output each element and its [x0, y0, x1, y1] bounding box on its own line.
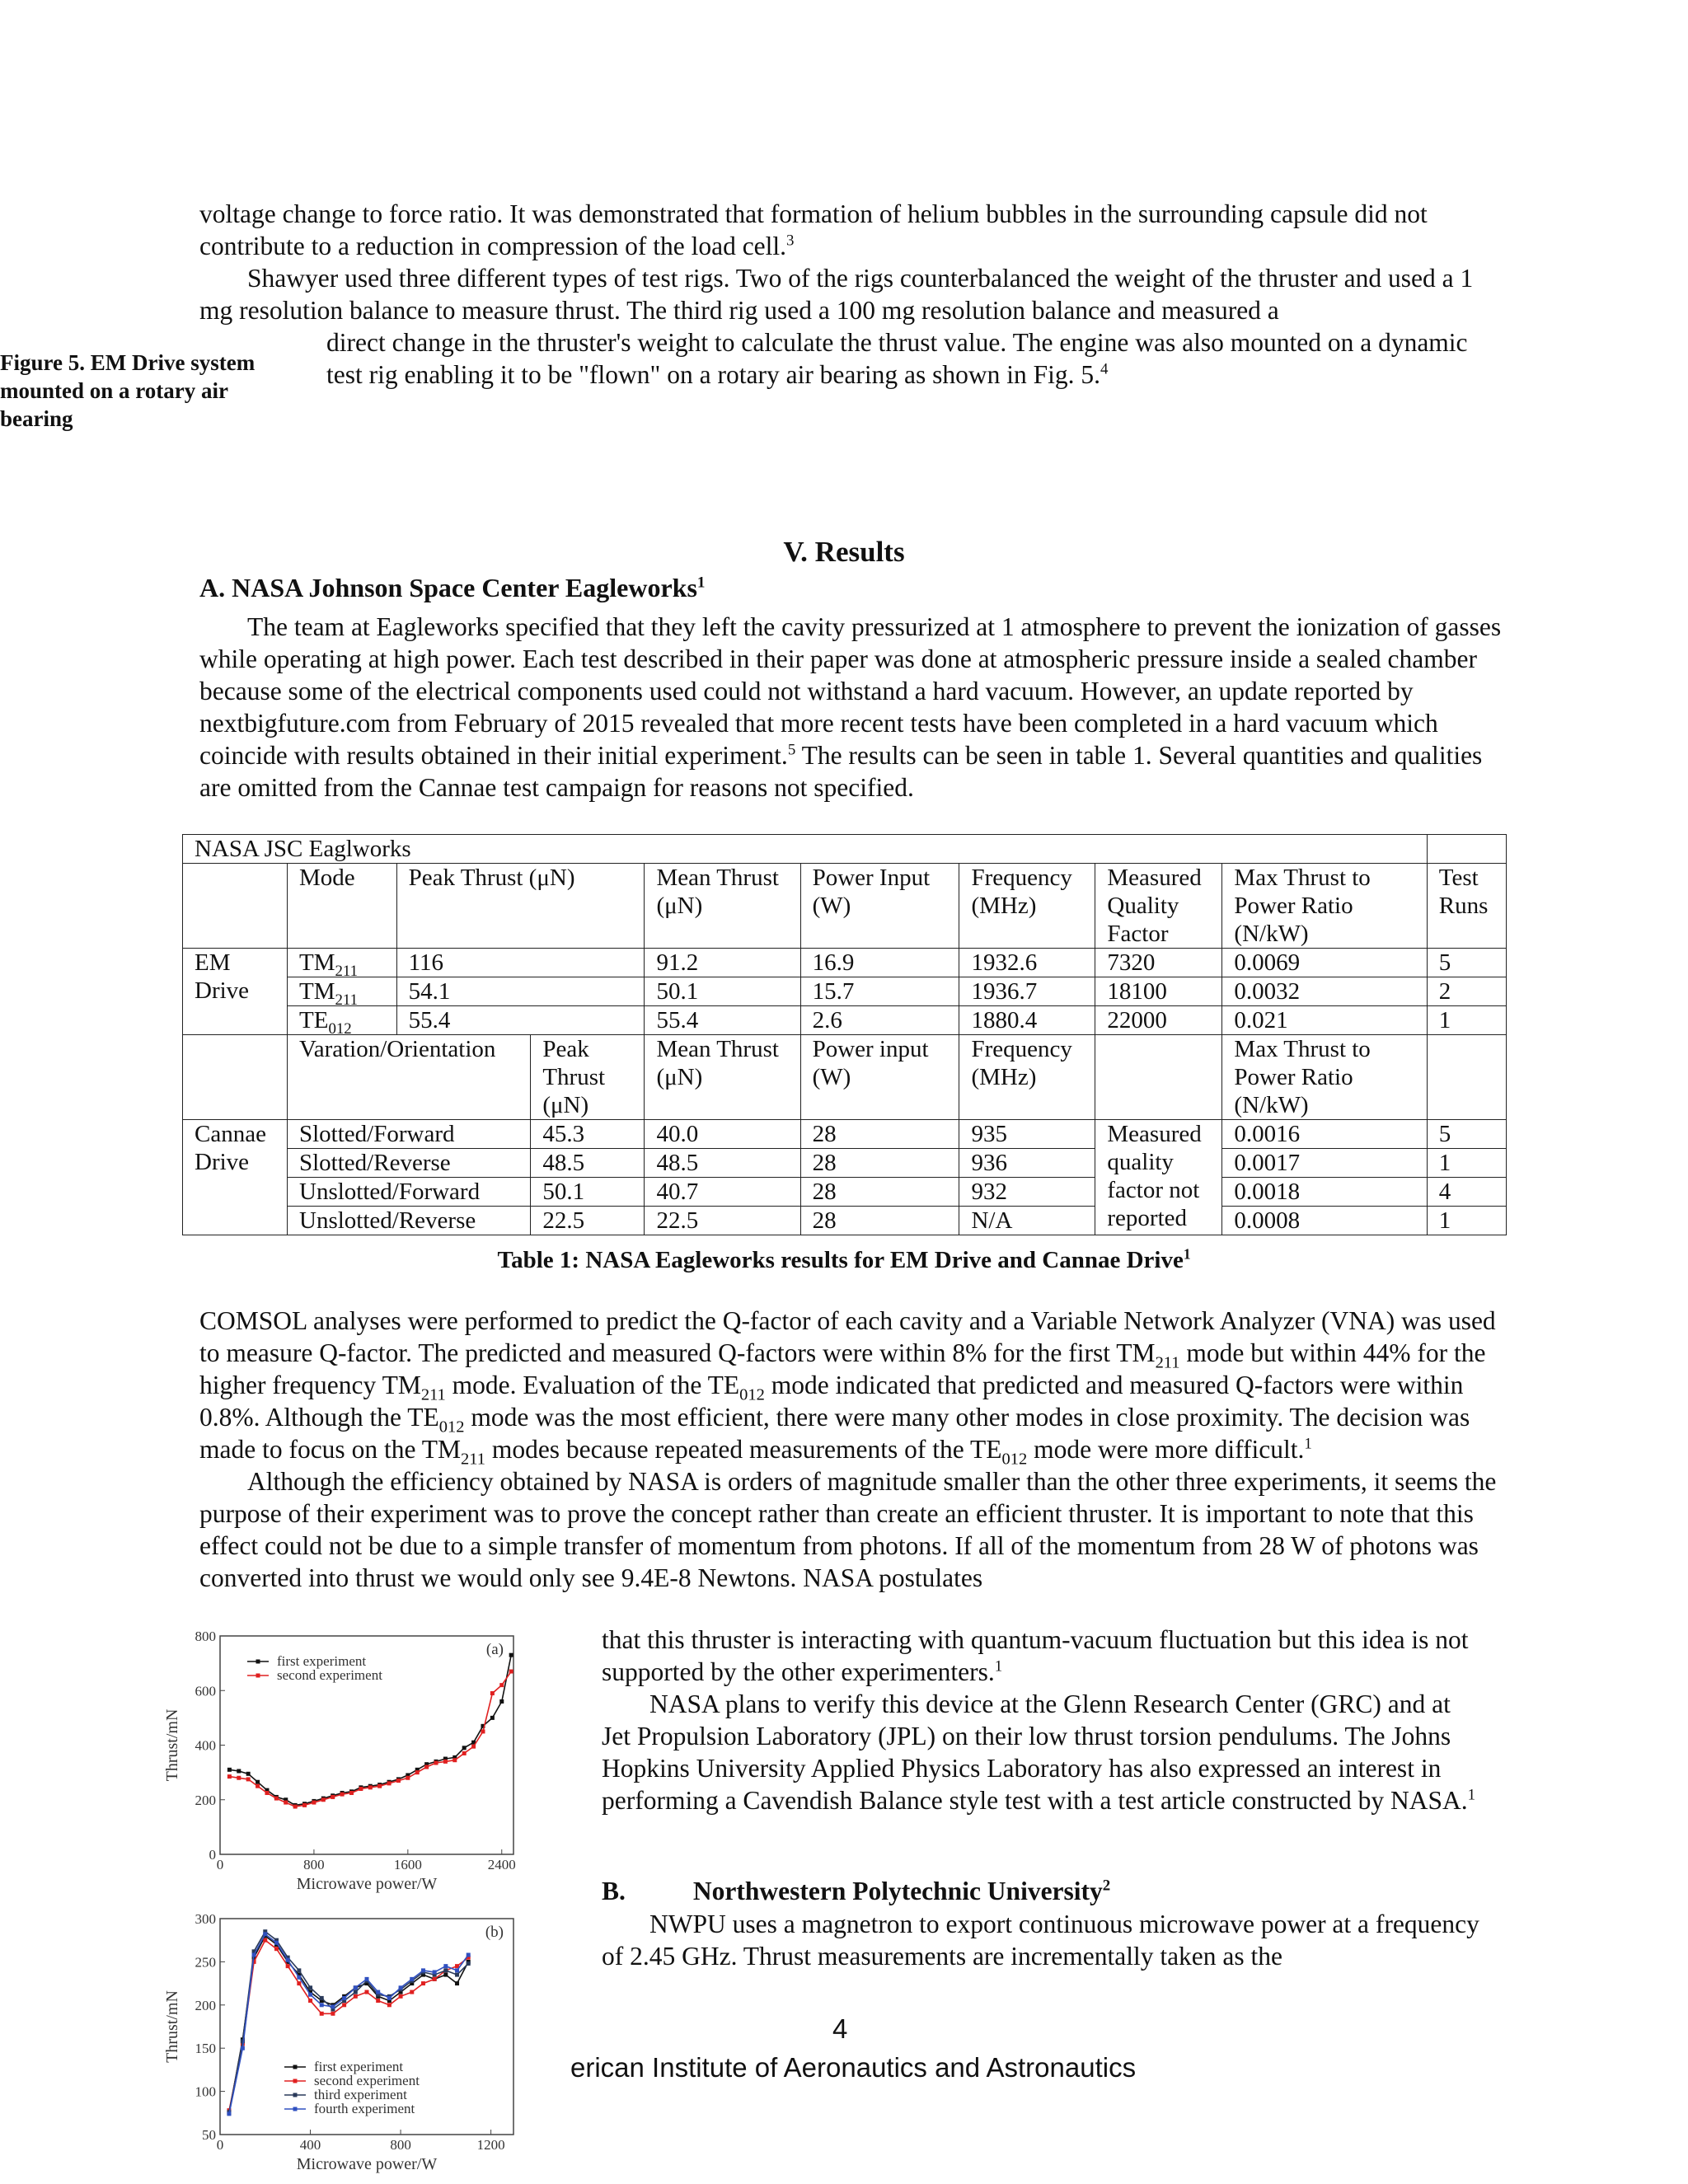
header-ratio: Max Thrust to Power Ratio (N/kW) — [1222, 864, 1427, 949]
data-point — [265, 1791, 269, 1795]
data-point — [274, 1947, 279, 1951]
data-point — [263, 1938, 267, 1943]
data-point — [368, 1785, 373, 1789]
y-tick-label: 250 — [195, 1954, 216, 1971]
data-point — [471, 1745, 476, 1749]
data-point — [227, 1768, 232, 1772]
x-tick-label: 800 — [303, 1857, 325, 1872]
efficiency-text: Although the efficiency obtained by NASA is orders of magnitude smaller than the other three experiments, it seems the purpose of their experiment was to prove the concept rather than create an efficient thruster. It is important to note that this effect could not be due to a simple transfer of momentum from photons. If all of the momentum from 28 W of photons was converted into thrust we would only see 9.4E-8 Newtons. NASA postulates — [199, 1467, 1497, 1592]
subsection-b-title: B. Northwestern Polytechnic University$^2$ — [602, 1877, 1111, 1905]
data-point — [509, 1653, 513, 1657]
data-point — [443, 1760, 448, 1764]
data-point — [263, 1932, 267, 1936]
data-point — [481, 1729, 485, 1733]
data-point — [342, 1996, 346, 2000]
results-table — [182, 834, 1507, 1235]
data-point — [387, 2003, 392, 2007]
y-tick-label: 150 — [195, 2041, 216, 2057]
data-point — [377, 1784, 382, 1788]
data-point — [376, 1999, 380, 2003]
data-point — [455, 1968, 459, 1972]
table-title: NASA JSC Eaglworks — [183, 835, 1428, 864]
data-point — [499, 1699, 504, 1704]
data-point — [227, 1774, 232, 1779]
data-point — [387, 1996, 392, 2000]
q-not-reported: Measured quality factor not reported — [1095, 1120, 1222, 1235]
data-point — [256, 1784, 260, 1788]
data-point — [387, 1781, 392, 1785]
data-point — [286, 1958, 290, 1962]
data-point — [256, 1780, 260, 1784]
data-point — [462, 1751, 467, 1755]
legend-entry: third experiment — [314, 2087, 407, 2102]
header-mode: Mode — [288, 864, 397, 949]
y-axis-label: Thrust/mN — [163, 1990, 181, 2063]
legend-marker — [256, 1660, 260, 1664]
data-point — [246, 1777, 251, 1781]
data-point — [274, 1941, 279, 1945]
data-point — [297, 1981, 301, 1985]
header-q: Measured Quality Factor — [1095, 864, 1222, 949]
header-power: Power Input (W) — [800, 864, 959, 949]
x-axis-label: Microwave power/W — [296, 1875, 438, 1893]
data-point — [321, 1797, 326, 1802]
footer-text: erican Institute of Aeronautics and Astronautics — [570, 2052, 1137, 2083]
table-row: $TM_{211}$ 54.1 50.1 15.7 1936.7 18100 0.0032 2 — [183, 977, 1507, 1006]
y-tick-label: 300 — [195, 1911, 216, 1927]
y-tick-label: 200 — [195, 1792, 216, 1808]
x-tick-label: 0 — [216, 2137, 224, 2153]
y-axis-label: Thrust/mN — [163, 1708, 181, 1782]
footnote-ref: 4 — [1100, 360, 1109, 378]
rigs-continued — [326, 326, 1505, 391]
data-point — [342, 2003, 346, 2007]
data-point — [241, 2046, 245, 2050]
rigs-text-continued: direct change in the thruster's weight to calculate the thrust value. The engine was also mounted on a dynamic test rig enabling it to be "flown" on a rotary air bearing as shown in Fig. 5. — [326, 328, 1468, 389]
table-header-row — [183, 864, 1507, 949]
data-point — [274, 1797, 279, 1801]
data-point — [246, 1772, 251, 1776]
data-point — [406, 1776, 410, 1780]
chart-b — [161, 1910, 532, 2182]
legend-entry: fourth experiment — [314, 2101, 415, 2116]
intro-line: voltage change to force ratio. It was demonstrated that formation of helium bubbles in the surrounding capsule did not contribute to a reduction in compression of the load cell. — [199, 199, 1428, 260]
data-point — [349, 1791, 354, 1795]
chart-a — [161, 1628, 532, 1904]
data-point — [455, 1981, 459, 1985]
data-point — [297, 1975, 301, 1980]
legend-marker — [293, 2079, 298, 2083]
header-peak: Peak Thrust (μN) — [396, 864, 645, 949]
data-point — [312, 1801, 316, 1805]
y-tick-label: 200 — [195, 1997, 216, 2013]
data-point — [308, 1985, 312, 1990]
data-point — [320, 2003, 324, 2007]
legend-marker — [256, 1674, 260, 1678]
data-point — [340, 1793, 345, 1797]
legend-entry: first experiment — [314, 2059, 404, 2074]
data-point — [410, 1990, 414, 1994]
data-point — [415, 1770, 420, 1774]
panel-label: (a) — [485, 1641, 504, 1658]
data-point — [354, 1994, 358, 1999]
header-runs: Test Runs — [1427, 864, 1506, 949]
x-axis-label: Microwave power/W — [296, 2155, 438, 2173]
data-point — [297, 1968, 301, 1972]
data-point — [284, 1801, 288, 1805]
rigs-text: Shawyer used three different types of test rigs. Two of the rigs counterbalanced the weight of the thruster and used a 1 mg resolution balance to measure thrust. The third rig used a 100 mg resolution balance and measured a — [199, 264, 1474, 325]
data-point — [331, 2012, 335, 2016]
data-point — [467, 1961, 471, 1966]
data-point — [354, 1985, 358, 1990]
legend-entry: second experiment — [314, 2073, 420, 2088]
data-point — [331, 2004, 335, 2008]
data-point — [320, 1996, 324, 2000]
data-point — [421, 1968, 425, 1972]
x-tick-label: 800 — [390, 2137, 411, 2153]
right-column-text: that this thruster is interacting with quantum-vacuum fluctuation but this idea is not supported by the other experimenters.$^1$ NASA plans to verify this device at the Glenn Research Center (GRC) and at Jet Propulsion Laboratory (JPL) on their low thrust torsion pendulums. The Johns Hopkins University Applied Physics Laboratory has also expressed an interest in performing a Cavendish Balance style test with a test article constructed by NASA.$^1$ — [602, 1625, 1476, 1815]
legend-marker — [293, 2065, 298, 2069]
header-freq: Frequency (MHz) — [959, 864, 1095, 949]
table-row: $TE_{012}$ 55.4 55.4 2.6 1880.4 22000 0.021 1 — [183, 1006, 1507, 1035]
data-point — [421, 1981, 425, 1985]
y-tick-label: 100 — [195, 2083, 216, 2100]
panel-label: (b) — [485, 1924, 504, 1941]
x-tick-label: 0 — [216, 1857, 224, 1872]
legend-entry: second experiment — [277, 1667, 382, 1683]
table-row: Unslotted/Reverse 22.5 22.5 28 N/A 0.0008 1 — [183, 1207, 1507, 1235]
data-point — [399, 1994, 403, 1999]
x-tick-label: 1200 — [476, 2137, 505, 2153]
data-point — [443, 1968, 448, 1972]
data-point — [396, 1779, 401, 1783]
y-tick-label: 50 — [202, 2127, 216, 2143]
table-row: EM Drive $TM_{211}$ 116 91.2 16.9 1932.6 7320 0.0069 5 — [183, 949, 1507, 977]
data-point — [308, 1993, 312, 1997]
data-point — [359, 1787, 363, 1791]
data-point — [302, 1803, 307, 1807]
data-point — [237, 1769, 241, 1773]
eagleworks-paragraph: The team at Eagleworks specified that they left the cavity pressurized at 1 atmosphere to prevent the ionization of gasses while operating at high power. Each test described in their paper was done at atmospheric pressure inside a sealed chamber because some of the electrical components used could not withstand a hard vacuum. However, an update reported by nextbigfuture.com from February of 2015 revealed that more recent tests have been completed in a hard vacuum which coincide with results obtained in their initial experiment.$^5$ The results can be seen in table 1. Several quantities and qualities are omitted from the Cannae test campaign for reasons not specified. — [199, 612, 1502, 802]
legend-marker — [293, 2107, 298, 2111]
figure5-caption: Figure 5. EM Drive system mounted on a rotary air bearing — [0, 350, 256, 431]
table-row: Slotted/Reverse 48.5 48.5 28 936 0.0017 1 — [183, 1149, 1507, 1178]
data-point — [490, 1716, 495, 1720]
data-point — [286, 1964, 290, 1968]
y-tick-label: 400 — [195, 1737, 216, 1754]
page-number: 4 — [832, 2013, 848, 2044]
data-point — [455, 1973, 459, 1977]
data-point — [399, 1985, 403, 1990]
nwpu-paragraph: NWPU uses a magnetron to export continuous microwave power at a frequency of 2.45 GHz. Thrust measurements are incrementally taken as the — [602, 1910, 1479, 1971]
cannae-header-row: Varation/Orientation Peak Thrust (μN) Mean Thrust (μN) Power input (W) Frequency (MHz) Max Thrust to Power Ratio (N/kW) — [183, 1035, 1507, 1120]
data-point — [490, 1691, 495, 1695]
em-drive-label: EM Drive — [183, 949, 288, 1035]
y-tick-label: 800 — [195, 1629, 216, 1644]
legend-marker — [293, 2093, 298, 2097]
data-point — [320, 2012, 324, 2016]
subsection-a-title: A. NASA Johnson Space Center Eagleworks$^1$ — [199, 573, 706, 602]
footnote-ref: 3 — [786, 232, 795, 250]
data-point — [376, 1990, 380, 1994]
comsol-paragraph: COMSOL analyses were performed to predict the Q-factor of each cavity and a Variable Network Analyzer (VNA) was used to measure Q-factor. The predicted and measured Q-factors were within 8% for the first $TM_{211}$ mode but within 44% for the higher frequency $TM_{211}$ mode. Evaluation of the $TE_{012}$ mode indicated that predicted and measured Q-factors were within 0.8%. Although the $TE_{012}$ mode was the most efficient, there were many other modes in close proximity. The decision was made to focus on the $TM_{211}$ modes because repeated measurements of the $TE_{012}$ mode were more difficult.$^1$ Although the efficiency obtained by NASA is orders of magnitude smaller than the other three experiments, it seems the purpose of their experiment was to prove the concept rather than create an efficient thruster. It is important to note that this effect could not be due to a simple transfer of momentum from photons. If all of the momentum from 28 W of photons was converted into thrust we would only see 9.4E-8 Newtons. NASA postulates — [199, 1306, 1497, 1592]
data-point — [509, 1670, 513, 1674]
data-point — [443, 1973, 448, 1977]
data-point — [331, 1795, 335, 1799]
data-point — [365, 1990, 369, 1994]
data-point — [433, 1977, 437, 1981]
data-point — [467, 1953, 471, 1957]
data-point — [293, 1805, 298, 1809]
x-tick-label: 1600 — [393, 1857, 422, 1872]
data-point — [434, 1761, 438, 1765]
x-tick-label: 400 — [299, 2137, 321, 2153]
table-caption: Table 1: NASA Eagleworks results for EM Drive and Cannae Drive$^1$ — [497, 1245, 1191, 1273]
legend-entry: first experiment — [277, 1653, 367, 1669]
data-point — [433, 1970, 437, 1974]
table-row: Cannae Drive Slotted/Forward 45.3 40.0 28 935 Measured quality factor not reported 0.0016 5 — [183, 1120, 1507, 1149]
data-point — [354, 1990, 358, 1994]
data-point — [365, 1977, 369, 1981]
intro-paragraph — [199, 198, 1502, 326]
data-point — [308, 1999, 312, 2003]
data-point — [499, 1683, 504, 1687]
x-tick-label: 2400 — [487, 1857, 516, 1872]
data-point — [462, 1746, 467, 1750]
data-point — [227, 2111, 231, 2116]
data-point — [410, 1977, 414, 1981]
section-title: V. Results — [783, 536, 905, 568]
table-row: Unslotted/Forward 50.1 40.7 28 932 0.0018 4 — [183, 1178, 1507, 1207]
data-point — [252, 1953, 256, 1957]
data-point — [237, 1776, 241, 1780]
data-point — [452, 1758, 457, 1762]
y-tick-label: 0 — [209, 1847, 216, 1863]
header-mean: Mean Thrust (μN) — [645, 864, 800, 949]
cannae-drive-label: Cannae Drive — [183, 1120, 288, 1235]
data-point — [443, 1964, 448, 1968]
y-tick-label: 600 — [195, 1683, 216, 1699]
data-point — [424, 1765, 429, 1769]
